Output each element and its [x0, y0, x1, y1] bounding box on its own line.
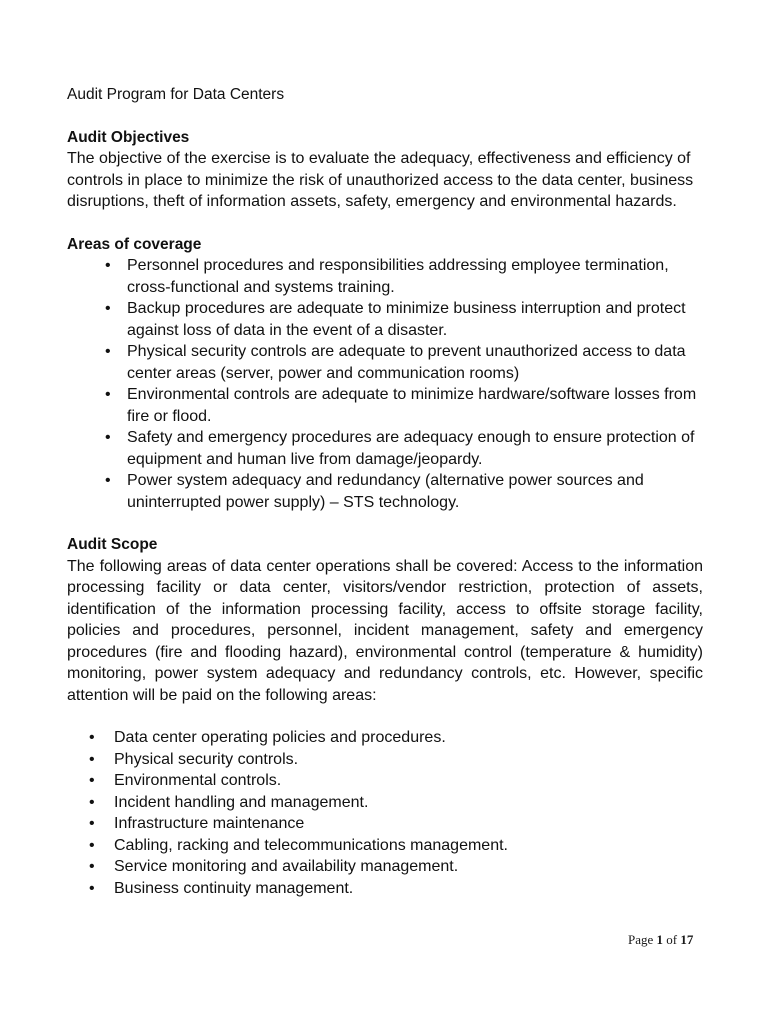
page-number-total: 17: [680, 932, 694, 947]
list-item: [89, 856, 703, 878]
bullet-icon: •: [105, 343, 111, 360]
list-item: [89, 749, 703, 771]
spacer: [67, 513, 703, 534]
coverage-item-text: Physical security controls are adequate to prevent unauthorized access to data center areas (server, power and communication rooms): [127, 343, 686, 382]
bullet-icon: •: [89, 836, 95, 854]
document-title: Audit Program for Data Centers: [67, 86, 285, 103]
list-item: [105, 470, 703, 513]
bullet-icon: •: [105, 429, 111, 446]
coverage-item-text: Backup procedures are adequate to minimize business interruption and protect against loss of data in the event of a disaster.: [127, 300, 686, 339]
list-item: [89, 770, 703, 792]
bullet-icon: •: [89, 729, 95, 746]
coverage-list: [67, 255, 703, 513]
coverage-item-text: Safety and emergency procedures are adequacy enough to ensure protection of equipment and human live from damage/jeopardy.: [127, 429, 695, 468]
focus-item-text: Service monitoring and availability management.: [114, 858, 459, 875]
bullet-icon: •: [89, 750, 95, 768]
list-item: [105, 427, 703, 470]
scope-heading: Audit Scope: [67, 536, 158, 553]
coverage-item-text: Environmental controls are adequate to minimize hardware/software losses from fire or flood.: [127, 386, 697, 425]
coverage-heading: Areas of coverage: [67, 235, 202, 253]
spacer: [67, 213, 703, 234]
list-item: [105, 255, 703, 298]
spacer: [67, 706, 703, 727]
list-item: [89, 878, 703, 900]
focus-item-text: Infrastructure maintenance: [114, 815, 305, 832]
bullet-icon: •: [89, 879, 95, 897]
list-item: [105, 384, 703, 427]
focus-areas-list: [67, 727, 703, 899]
bullet-icon: •: [89, 793, 95, 811]
list-item: [89, 813, 703, 835]
bullet-icon: •: [89, 815, 95, 832]
coverage-item-text: Personnel procedures and responsibilities addressing employee termination, cross-functional and systems training.: [127, 257, 669, 296]
coverage-item-text: Power system adequacy and redundancy (alternative power sources and uninterrupted power supply) – STS technology.: [127, 472, 644, 511]
bullet-icon: •: [105, 386, 111, 403]
document-page: [67, 84, 703, 899]
bullet-icon: •: [105, 257, 111, 274]
bullet-icon: •: [105, 300, 111, 317]
bullet-icon: •: [89, 772, 95, 789]
list-item: [105, 298, 703, 341]
bullet-icon: •: [89, 858, 95, 875]
scope-paragraph: The following areas of data center operations shall be covered: Access to the information processing facility or data center, visitors/vendor restriction, protection of assets, identification of the information processing facility, access to offsite storage facility, policies and procedures, personnel, incident management, safety and emergency procedures (fire and flooding hazard), environmental control (temperature & humidity) monitoring, power system adequacy and redundancy controls, etc. However, specific attention will be paid on the following areas:: [67, 557, 703, 704]
list-item: [105, 341, 703, 384]
focus-item-text: Incident handling and management.: [114, 793, 369, 811]
page-number-current: 1: [656, 932, 664, 947]
focus-item-text: Data center operating policies and procedures.: [114, 729, 446, 746]
focus-item-text: Cabling, racking and telecommunications management.: [114, 836, 508, 854]
focus-item-text: Environmental controls.: [114, 772, 282, 789]
page-number: [628, 932, 693, 948]
list-item: [89, 792, 703, 814]
list-item: [89, 835, 703, 857]
bullet-icon: •: [105, 472, 111, 489]
focus-item-text: Physical security controls.: [114, 750, 299, 768]
page-number-label: Page: [628, 932, 654, 947]
list-item: [89, 727, 703, 749]
page-number-of: of: [666, 932, 678, 947]
objectives-heading: Audit Objectives: [67, 128, 190, 146]
objectives-paragraph: The objective of the exercise is to evaluate the adequacy, effectiveness and efficiency of controls in place to minimize the risk of unauthorized access to the data center, business disruptions, theft of information assets, safety, emergency and environmental hazards.: [67, 150, 694, 210]
focus-item-text: Business continuity management.: [114, 879, 354, 897]
